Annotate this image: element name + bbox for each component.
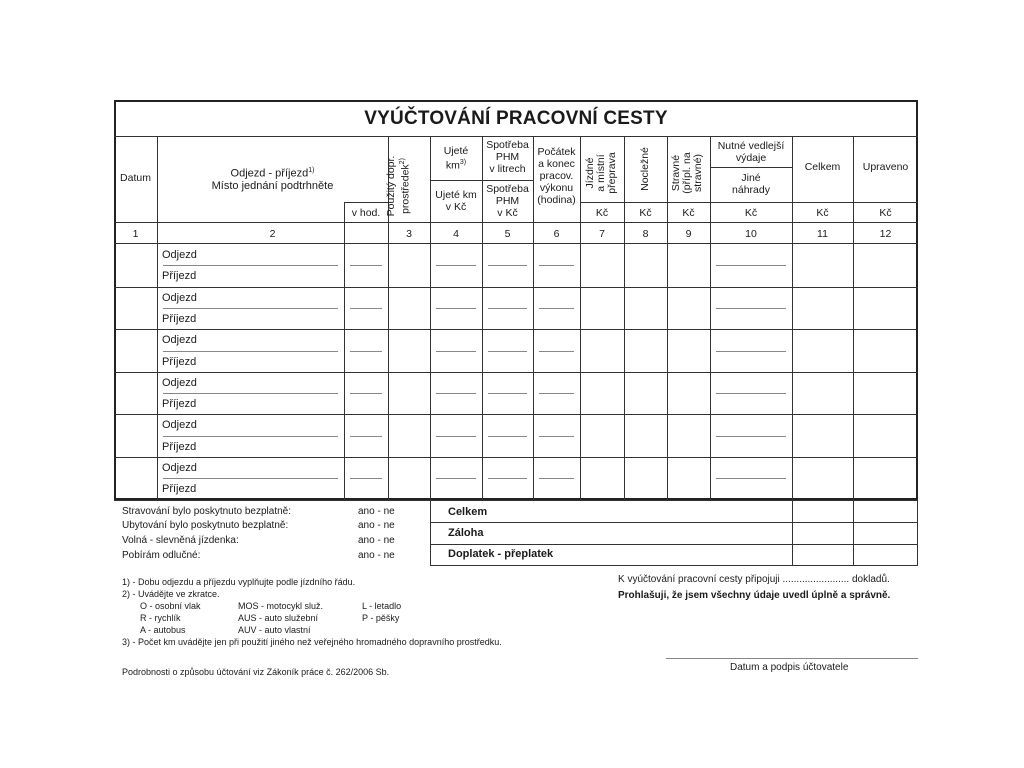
- declaration-label: Stravování bylo poskytnuto bezplatně:: [122, 506, 291, 517]
- row-half-divider: [539, 308, 574, 309]
- kc-label-10: Kč: [744, 207, 758, 219]
- row-half-divider: [716, 478, 786, 479]
- abbr-item: R - rychlík: [140, 613, 181, 623]
- row-half-divider: [539, 478, 574, 479]
- kc-label-12: Kč: [879, 207, 892, 219]
- row-half-divider: [716, 308, 786, 309]
- odjezd-label: Odjezd: [162, 462, 197, 474]
- odjezd-label: Odjezd: [162, 419, 197, 432]
- declaration-value[interactable]: ano - ne: [358, 535, 395, 546]
- row-half-divider: [539, 265, 574, 266]
- row-half-divider: [436, 351, 476, 352]
- header-pocatek: Počátek a konec pracov. výkonu (hodina): [537, 146, 576, 206]
- row-half-divider: [539, 436, 574, 437]
- kc-label-8: Kč: [639, 207, 652, 219]
- row-half-divider: [436, 393, 476, 394]
- totals-zaloha-label: Záloha: [448, 527, 484, 539]
- declaration-label: Pobírám odlučné:: [122, 550, 201, 561]
- row-half-divider: [350, 351, 382, 352]
- prijezd-label: Příjezd: [162, 312, 197, 325]
- odjezd-label: Odjezd: [162, 249, 197, 261]
- row-half-divider: [488, 351, 527, 352]
- header-jine-nahrady: Jiné náhrady: [732, 172, 770, 196]
- prijezd-label: Příjezd: [162, 355, 197, 368]
- header-spotreba-kc: Spotřeba PHM v Kč: [486, 183, 529, 219]
- column-number: 2: [269, 228, 276, 240]
- column-number: 8: [642, 228, 649, 240]
- header-odjezd-prijezd: Odjezd - příjezd$^{1)}$: [230, 167, 315, 180]
- header-stravne: Stravné (přípl. na stravné): [670, 152, 704, 194]
- header-nocne: Nocležné: [639, 147, 651, 191]
- row-half-divider: [163, 436, 338, 437]
- row-half-divider: [163, 393, 338, 394]
- row-group-divider: [114, 372, 918, 373]
- note-1: 1) - Dobu odjezdu a příjezdu vyplňujte podle jízdního řádu.: [122, 577, 356, 587]
- row-half-divider: [350, 265, 382, 266]
- row-half-divider: [716, 265, 786, 266]
- row-half-divider: [488, 265, 527, 266]
- prijezd-label: Příjezd: [162, 270, 197, 283]
- header-ujete-km: Ujeté $km^{3)}$: [443, 145, 469, 172]
- declaration-value[interactable]: ano - ne: [358, 506, 395, 517]
- header-pouzity-prostredek: Použitý dopr. prostředek$^{2)}$: [385, 155, 412, 217]
- column-number: 11: [817, 228, 828, 240]
- column-number: 4: [453, 228, 459, 240]
- row-half-divider: [488, 308, 527, 309]
- column-number: 6: [553, 228, 560, 240]
- column-number: 12: [879, 228, 892, 240]
- prijezd-label: Příjezd: [162, 398, 197, 411]
- prijezd-label: Příjezd: [162, 440, 197, 453]
- row-half-divider: [436, 265, 476, 266]
- abbr-item: AUS - auto služební: [238, 613, 319, 623]
- note-2: 2) - Uvádějte ve zkratce.: [122, 589, 220, 599]
- abbr-item: MOS - motocykl služ.: [238, 601, 324, 611]
- row-half-divider: [350, 393, 382, 394]
- signature-line[interactable]: [666, 658, 918, 659]
- row-group-divider: [114, 414, 918, 415]
- header-nutne-vydaje: Nutné vedlejší výdaje: [717, 140, 785, 164]
- declaration-label: Ubytování bylo poskytnuto bezplatně:: [122, 520, 289, 531]
- header-v-hod: v hod.: [351, 207, 381, 219]
- abbr-item: P - pěšky: [362, 613, 400, 623]
- totals-doplatek-label: Doplatek - přeplatek: [448, 548, 554, 560]
- row-half-divider: [163, 478, 338, 479]
- row-group-divider: [114, 287, 918, 288]
- row-half-divider: [716, 436, 786, 437]
- kc-label-9: Kč: [682, 207, 695, 219]
- column-number-divider: [114, 243, 918, 244]
- row-half-divider: [488, 393, 527, 394]
- title-divider: [114, 136, 918, 137]
- column-number: 7: [599, 228, 605, 240]
- abbr-item: O - osobní vlak: [140, 601, 201, 611]
- declaration-label: Volná - slevněná jízdenka:: [122, 535, 239, 546]
- declaration-value[interactable]: ano - ne: [358, 520, 395, 531]
- column-number: 10: [745, 228, 757, 240]
- abbr-item: A - autobus: [140, 625, 186, 635]
- abbr-item: L - letadlo: [362, 601, 402, 611]
- header-jizdne: Jízdné a místní přeprava: [584, 152, 618, 194]
- row-half-divider: [163, 265, 338, 266]
- header-ujete-km-kc: Ujeté km v Kč: [435, 189, 477, 213]
- row-half-divider: [436, 308, 476, 309]
- attachment-count-line: K vyúčtování pracovní cesty připojuji ........................ dokladů.: [618, 574, 890, 585]
- declaration-value[interactable]: ano - ne: [358, 550, 395, 561]
- row-half-divider: [436, 436, 476, 437]
- prijezd-label: Příjezd: [162, 483, 197, 496]
- column-number: 9: [685, 228, 692, 240]
- header-upraveno: Upraveno: [862, 161, 909, 173]
- row-group-divider: [114, 457, 918, 458]
- legal-reference: Podrobnosti o způsobu účtování viz Zákoník práce č. 262/2006 Sb.: [122, 667, 390, 677]
- abbr-item: AUV - auto vlastní: [238, 625, 311, 635]
- row-half-divider: [163, 351, 338, 352]
- odjezd-label: Odjezd: [162, 376, 197, 389]
- odjezd-label: Odjezd: [162, 291, 197, 304]
- row-half-divider: [488, 478, 527, 479]
- note-3: 3) - Počet km uvádějte jen při použití jiného než veřejného hromadného dopravního prostředku.: [122, 637, 502, 647]
- column-number: 5: [504, 228, 511, 240]
- header-datum: Datum: [120, 172, 151, 184]
- row-group-divider: [114, 329, 918, 330]
- header-misto: Místo jednání podtrhněte: [211, 180, 334, 192]
- row-half-divider: [350, 308, 382, 309]
- kc-label-7: Kč: [595, 207, 609, 219]
- row-half-divider: [488, 436, 527, 437]
- kc-label-11: Kč: [816, 207, 829, 219]
- odjezd-label: Odjezd: [162, 334, 197, 347]
- declaration-statement: Prohlašuji, že jsem všechny údaje uvedl úplně a správně.: [618, 590, 891, 601]
- row-half-divider: [716, 351, 786, 352]
- column-number: 3: [406, 228, 412, 240]
- header-divider: [114, 222, 918, 223]
- row-half-divider: [163, 308, 338, 309]
- signature-caption: Datum a podpis účtovatele: [730, 662, 849, 673]
- column-number: 1: [132, 228, 139, 240]
- row-half-divider: [716, 393, 786, 394]
- row-half-divider: [539, 393, 574, 394]
- form-title: VYÚČTOVÁNÍ PRACOVNÍ CESTY: [364, 107, 668, 129]
- totals-celkem-label: Celkem: [448, 506, 488, 518]
- header-spotreba-litry: Spotřeba PHM v litrech: [486, 139, 529, 175]
- header-celkem: Celkem: [804, 161, 841, 173]
- row-half-divider: [539, 351, 574, 352]
- row-half-divider: [350, 436, 382, 437]
- row-half-divider: [350, 478, 382, 479]
- row-half-divider: [436, 478, 476, 479]
